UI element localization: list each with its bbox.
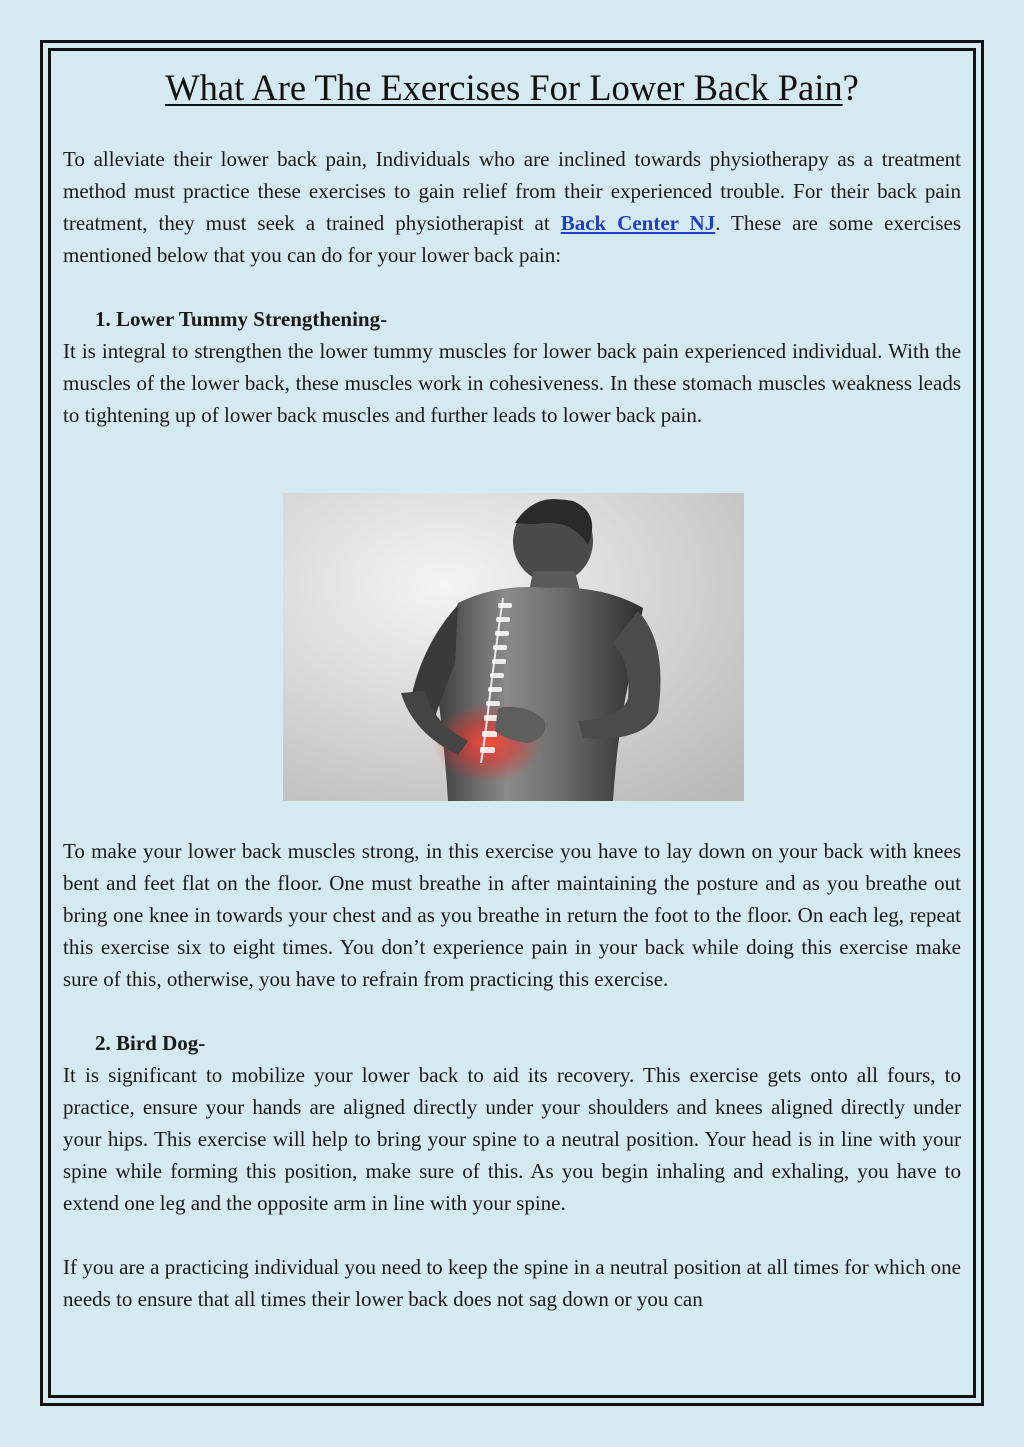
- page-title-text: What Are The Exercises For Lower Back Pain: [165, 67, 843, 108]
- intro-text-after-link: . These are some exercises mentioned below that you can do for your lower back pain:: [63, 211, 962, 267]
- article-bottom: [63, 835, 961, 1315]
- section-heading-bird-dog: 2. Bird Dog-: [95, 1031, 206, 1055]
- section-paragraph-lower-tummy: It is integral to strengthen the lower tummy muscles for lower back pain experienced individual. With the muscles of the lower back, these muscles work in cohesiveness. In these stomach muscles weakness leads to tightening up of lower back muscles and further leads to lower back pain.: [63, 339, 961, 427]
- back-center-nj-link[interactable]: Back Center NJ: [560, 211, 716, 235]
- article-top: [63, 62, 961, 431]
- page-title: [63, 62, 961, 114]
- back-pain-photo: [283, 493, 744, 801]
- section-paragraph-bird-dog-continued: If you are a practicing individual you need to keep the spine in a neutral position at all times for which one needs to ensure that all times their lower back does not sag down or you can: [63, 1255, 961, 1311]
- back-pain-illustration: [283, 493, 744, 801]
- intro-text-before-link: To alleviate their lower back pain, Individuals who are inclined towards physiotherapy as a treatment method must practice these exercises to gain relief from their experienced trouble. For their back pain treatment, they must seek a trained physiotherapist at: [63, 147, 961, 235]
- section-paragraph-lower-tummy-instructions: To make your lower back muscles strong, in this exercise you have to lay down on your back with knees bent and feet flat on the floor. One must breathe in after maintaining the posture and as you breathe out bring one knee in towards your chest and as you breathe in return the foot to the floor. On each leg, repeat this exercise six to eight times. You don’t experience pain in your back while doing this exercise make sure of this, otherwise, you have to refrain from practicing this exercise.: [63, 839, 961, 991]
- section-heading-lower-tummy: 1. Lower Tummy Strengthening-: [95, 307, 388, 331]
- intro-paragraph: [63, 143, 961, 271]
- page-title-suffix: ?: [842, 67, 859, 108]
- section-paragraph-bird-dog: It is significant to mobilize your lower back to aid its recovery. This exercise gets onto all fours, to practice, ensure your hands are aligned directly under your shoulders and knees aligned directly under your hips. This exercise will help to bring your spine to a neutral position. Your head is in line with your spine while forming this position, make sure of this. As you begin inhaling and exhaling, you have to extend one leg and the opposite arm in line with your spine.: [63, 1063, 961, 1215]
